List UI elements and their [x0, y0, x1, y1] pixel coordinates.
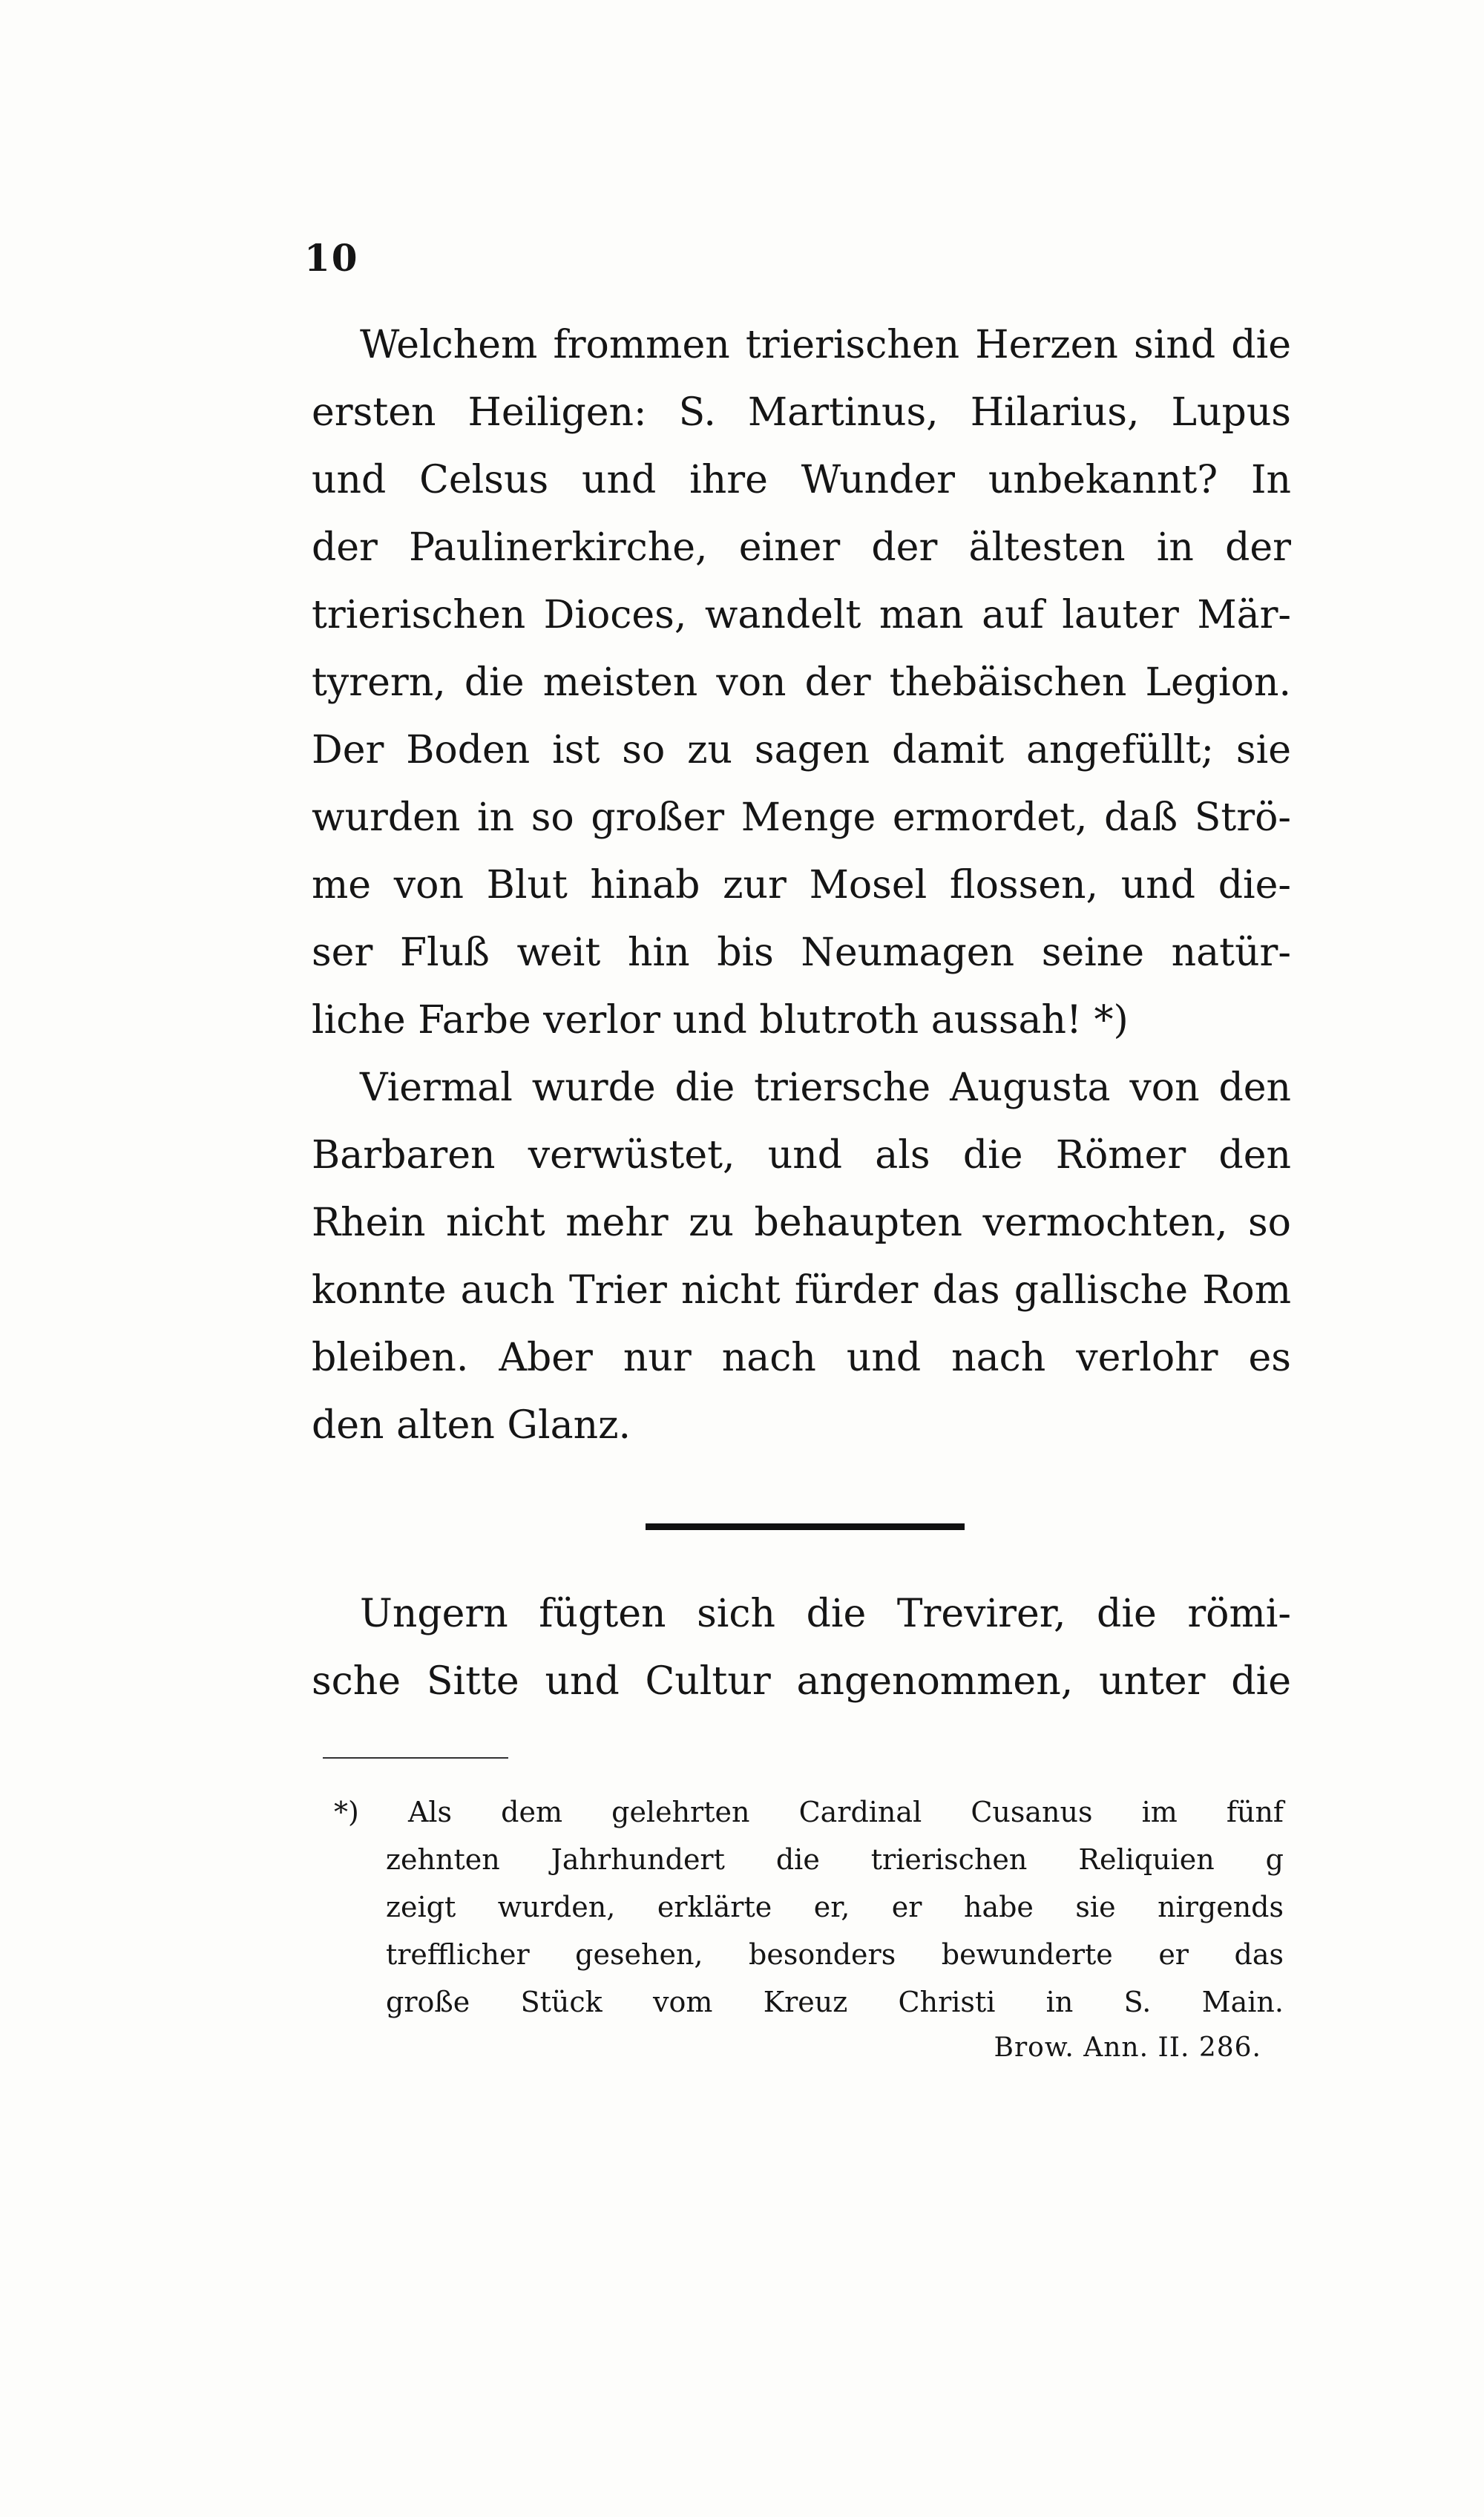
footnote-line: zeigt wurden, erklärte er, er habe sie nirgends — [386, 1891, 1284, 1923]
text-line: der Paulinerkirche, einer der ältesten in der — [312, 525, 1291, 570]
text-line: und Celsus und ihre Wunder unbekannt? In — [312, 458, 1291, 502]
text-line: wurden in so großer Menge ermordet, daß Strö- — [312, 795, 1291, 840]
footnote-reference: Brow. Ann. II. 286. — [994, 2032, 1261, 2063]
footnote-line: zehnten Jahrhundert die trierischen Reliquien g — [386, 1843, 1284, 1876]
text-line: ser Fluß weit hin bis Neumagen seine natür- — [312, 931, 1291, 975]
text-line: den alten Glanz. — [312, 1403, 631, 1448]
text-line: Der Boden ist so zu sagen damit angefüllt; sie — [312, 728, 1291, 772]
paragraph — [312, 1054, 1291, 1460]
text-line: Ungern fügten sich die Trevirer, die römi- — [360, 1592, 1291, 1636]
text-line: Rhein nicht mehr zu behaupten vermochten, so — [312, 1201, 1291, 1245]
main-text-block — [312, 312, 1291, 1460]
paragraph — [312, 312, 1291, 1054]
page-number: 10 — [304, 236, 359, 280]
section-divider — [646, 1523, 965, 1530]
text-line: Barbaren verwüstet, und als die Römer den — [312, 1133, 1291, 1178]
text-line: trierischen Dioces, wandelt man auf lauter Mär- — [312, 593, 1291, 637]
footnote-line: *) Als dem gelehrten Cardinal Cusanus im fünf — [334, 1796, 1284, 1828]
footnote-block — [334, 1788, 1284, 2070]
text-line: liche Farbe verlor und blutroth aussah! *) — [312, 998, 1129, 1043]
text-line: ersten Heiligen: S. Martinus, Hilarius, Lupus — [312, 390, 1291, 435]
text-line: Welchem frommen trierischen Herzen sind die — [360, 323, 1291, 367]
text-line: sche Sitte und Cultur angenommen, unter die — [312, 1659, 1291, 1704]
text-line: tyrern, die meisten von der thebäischen Legion. — [312, 660, 1291, 705]
next-section-text — [312, 1581, 1291, 1716]
text-line: bleiben. Aber nur nach und nach verlohr es — [312, 1336, 1291, 1380]
footnote-line: trefflicher gesehen, besonders bewunderte er das — [386, 1938, 1284, 1971]
footnote-line: große Stück vom Kreuz Christi in S. Main. — [386, 1986, 1284, 2018]
footnote-divider — [323, 1757, 508, 1759]
text-line: konnte auch Trier nicht fürder das gallische Rom — [312, 1268, 1291, 1313]
text-line: Viermal wurde die triersche Augusta von den — [360, 1066, 1291, 1110]
text-line: me von Blut hinab zur Mosel flossen, und die- — [312, 863, 1291, 908]
